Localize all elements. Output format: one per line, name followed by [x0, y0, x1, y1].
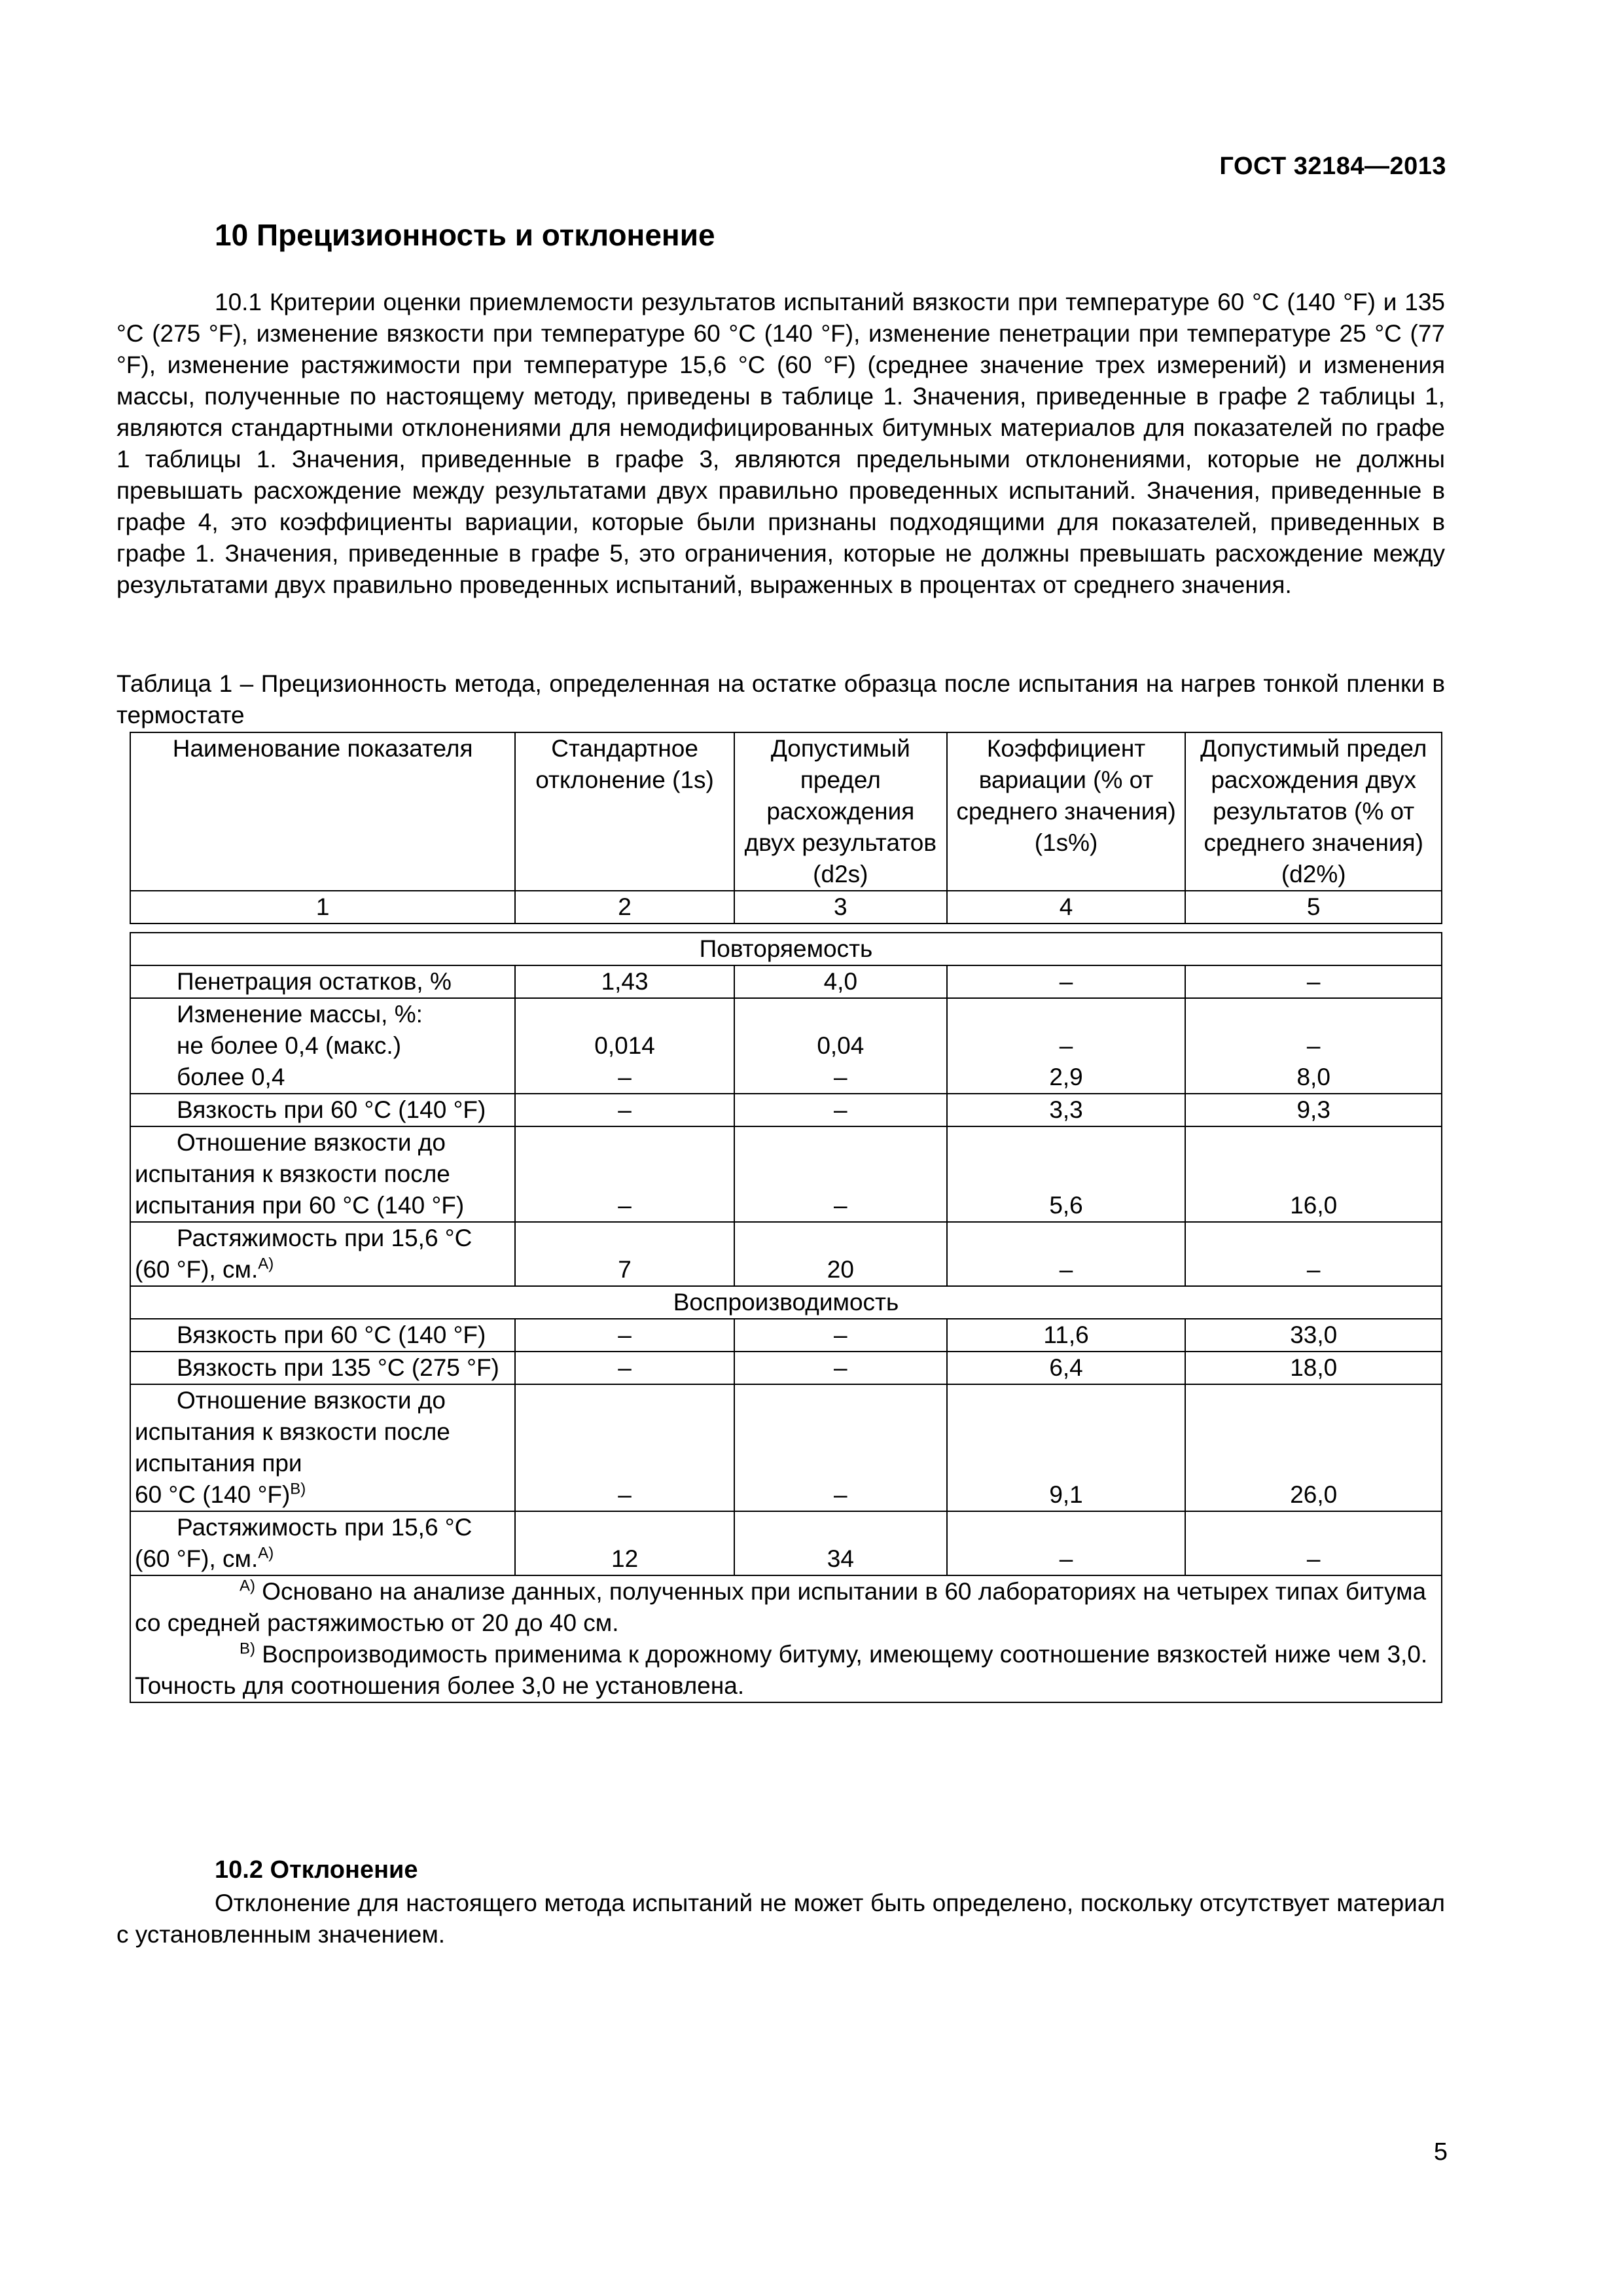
- row-name: Вязкость при 60 °С (140 °F): [130, 1319, 515, 1352]
- cell-1s-percent: – 2,9: [947, 998, 1186, 1094]
- cell-d2-percent: –: [1185, 1511, 1442, 1575]
- cell-d2-percent: 33,0: [1185, 1319, 1442, 1352]
- row-name: Отношение вязкости до испытания к вязкости после испытания при 60 °С (140 °F): [130, 1126, 515, 1222]
- footnote-mark: А): [240, 1577, 255, 1595]
- footnote-a: $^{А)}$ Основано на анализе данных, полученных при испытании в 60 лабораториях на четырех типах битума со средней растяжимостью от 20 до 40 см.: [135, 1577, 1427, 1636]
- footnote-mark: А): [258, 1255, 274, 1273]
- table-row: [130, 998, 1442, 1094]
- cell-1s-percent: 6,4: [947, 1352, 1186, 1384]
- row-name: Пенетрация остатков, %: [130, 965, 515, 998]
- column-number-row: [130, 891, 1442, 924]
- column-number: 5: [1185, 891, 1442, 924]
- table-header-row: [130, 732, 1442, 891]
- group-label: Воспроизводимость: [130, 1286, 1442, 1319]
- cell-d2s: –: [734, 1352, 947, 1384]
- cell-1s: –: [515, 1126, 734, 1222]
- page-number: 5: [1433, 2138, 1448, 2166]
- cell-d2-percent: –: [1185, 1222, 1442, 1286]
- cell-d2s: 4,0: [734, 965, 947, 998]
- cell-1s-percent: –: [947, 1511, 1186, 1575]
- cell-1s: –: [515, 1319, 734, 1352]
- cell-d2s: –: [734, 1384, 947, 1511]
- cell-1s: 12: [515, 1511, 734, 1575]
- cell-1s: –: [515, 1094, 734, 1126]
- precision-table: [130, 732, 1442, 1703]
- row-name: Растяжимость при 15,6 °С (60 °F), см.$^{А)}$: [130, 1222, 515, 1286]
- table-row: [130, 1352, 1442, 1384]
- cell-1s-percent: 3,3: [947, 1094, 1186, 1126]
- footnote-mark: В): [290, 1480, 306, 1498]
- header-cell: Наименование показателя: [130, 732, 515, 891]
- group-row-reproducibility: [130, 1286, 1442, 1319]
- cell-d2s: –: [734, 1126, 947, 1222]
- page-header: ГОСТ 32184—2013: [1219, 152, 1446, 180]
- cell-1s-percent: 11,6: [947, 1319, 1186, 1352]
- intro-paragraph: [116, 287, 1445, 601]
- cell-d2s: –: [734, 1094, 947, 1126]
- header-cell: Допустимый предел расхождения двух результатов (% от среднего значения) (d2%): [1185, 732, 1442, 891]
- deviation-text: Отклонение для настоящего метода испытаний не может быть определено, поскольку отсутствует материал с установленным значением.: [116, 1890, 1445, 1948]
- row-name: Вязкость при 135 °С (275 °F): [130, 1352, 515, 1384]
- cell-d2s: 0,04 –: [734, 998, 947, 1094]
- cell-d2-percent: 16,0: [1185, 1126, 1442, 1222]
- cell-1s: 7: [515, 1222, 734, 1286]
- footnote-mark: А): [258, 1544, 274, 1562]
- cell-1s-percent: 9,1: [947, 1384, 1186, 1511]
- table-spacer: [130, 924, 1442, 933]
- cell-d2-percent: 26,0: [1185, 1384, 1442, 1511]
- group-label: Повторяемость: [130, 933, 1442, 965]
- table-footnotes: [130, 1575, 1442, 1702]
- table-row: [130, 1511, 1442, 1575]
- column-number: 4: [947, 891, 1186, 924]
- footnote-b: $^{В)}$ Воспроизводимость применима к дорожному битуму, имеющему соотношение вязкостей ниже чем 3,0. Точность для соотношения более 3,0 не установлена.: [135, 1640, 1428, 1699]
- footnotes-cell: [130, 1575, 1442, 1702]
- column-number: 2: [515, 891, 734, 924]
- cell-d2-percent: –: [1185, 965, 1442, 998]
- cell-1s: –: [515, 1352, 734, 1384]
- cell-1s: 0,014 –: [515, 998, 734, 1094]
- cell-d2-percent: – 8,0: [1185, 998, 1442, 1094]
- cell-1s: 1,43: [515, 965, 734, 998]
- footnote-mark: В): [240, 1640, 255, 1658]
- table-row: [130, 965, 1442, 998]
- cell-d2s: 34: [734, 1511, 947, 1575]
- table-row: [130, 1384, 1442, 1511]
- cell-d2s: –: [734, 1319, 947, 1352]
- subsection-title: 10.2 Отклонение: [215, 1856, 418, 1884]
- cell-1s-percent: –: [947, 965, 1186, 998]
- column-number: 1: [130, 891, 515, 924]
- row-name: Вязкость при 60 °С (140 °F): [130, 1094, 515, 1126]
- row-name: Отношение вязкости до испытания к вязкости после испытания при 60 °С (140 °F)$^{В)}$: [130, 1384, 515, 1511]
- table-row: [130, 1222, 1442, 1286]
- table-row: [130, 1319, 1442, 1352]
- cell-d2s: 20: [734, 1222, 947, 1286]
- cell-1s: –: [515, 1384, 734, 1511]
- cell-d2-percent: 9,3: [1185, 1094, 1442, 1126]
- cell-1s-percent: 5,6: [947, 1126, 1186, 1222]
- cell-d2-percent: 18,0: [1185, 1352, 1442, 1384]
- row-name: Растяжимость при 15,6 °С (60 °F), см.$^{А)}$: [130, 1511, 515, 1575]
- intro-text: 10.1 Критерии оценки приемлемости результатов испытаний вязкости при температуре 60 °С (140 °F) и 135 °С (275 °F), изменение вязкости при температуре 60 °С (140 °F), изменение пенетрации при температуре 25 °С (77 °F), изменение растяжимости при температуре 15,6 °С (60 °F) (среднее значение трех измерений) и изменения массы, полученные по настоящему методу, приведены в таблице 1. Значения, приведенные в графе 2 таблицы 1, являются стандартными отклонениями для немодифицированных битумных материалов для показателей по графе 1 таблицы 1. Значения, приведенные в графе 3, являются предельными отклонениями, которые не должны превышать расхождение между результатами двух правильно проведенных испытаний. Значения, приведенные в графе 4, это коэффициенты вариации, которые были признаны подходящими для показателей, приведенных в графе 1. Значения, приведенные в графе 5, это ограничения, которые не должны превышать расхождение между результатами двух правильно проведенных испытаний, выраженных в процентах от среднего значения.: [116, 289, 1445, 598]
- section-title: 10 Прецизионность и отклонение: [215, 218, 715, 252]
- column-number: 3: [734, 891, 947, 924]
- group-row-repeatability: [130, 933, 1442, 965]
- table-row: [130, 1126, 1442, 1222]
- cell-1s-percent: –: [947, 1222, 1186, 1286]
- header-cell: Коэффициент вариации (% от среднего значения) (1s%): [947, 732, 1186, 891]
- header-cell: Стандартное отклонение (1s): [515, 732, 734, 891]
- header-cell: Допустимый предел расхождения двух результатов (d2s): [734, 732, 947, 891]
- row-name: Изменение массы, %: не более 0,4 (макс.) более 0,4: [130, 998, 515, 1094]
- table-row: [130, 1094, 1442, 1126]
- table-caption: Таблица 1 – Прецизионность метода, определенная на остатке образца после испытания на нагрев тонкой пленки в термостате: [116, 670, 1445, 728]
- deviation-paragraph: [116, 1888, 1445, 1950]
